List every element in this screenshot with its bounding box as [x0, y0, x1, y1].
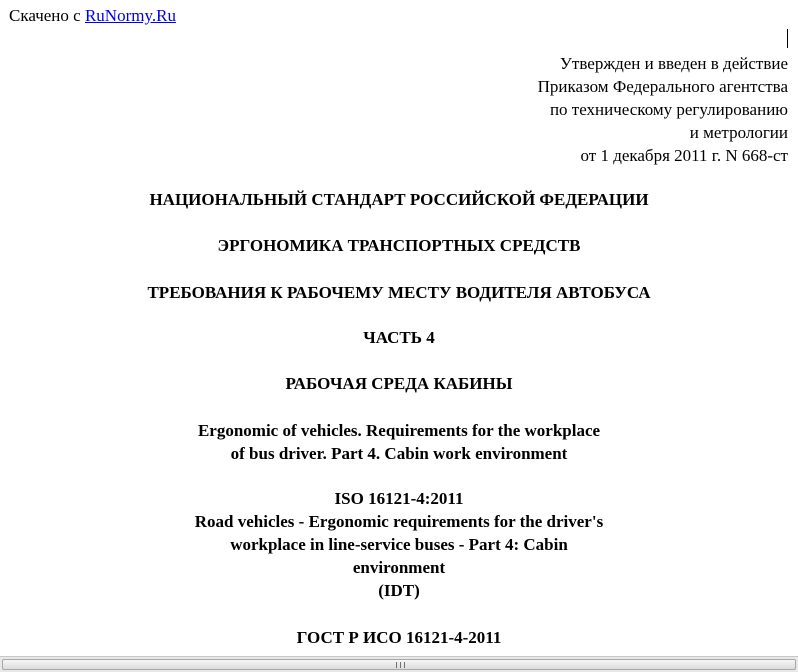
- part-title-heading: РАБОЧАЯ СРЕДА КАБИНЫ: [285, 374, 513, 393]
- gost-number-heading: ГОСТ Р ИСО 16121-4-2011: [296, 628, 502, 647]
- standard-type-heading: НАЦИОНАЛЬНЫЙ СТАНДАРТ РОССИЙСКОЙ ФЕДЕРАЦИИ: [149, 190, 649, 209]
- english-title-block: [0, 419, 798, 465]
- approval-line: по техническому регулированию: [549, 100, 788, 119]
- english-title-line: of bus driver. Part 4. Cabin work environment: [230, 444, 568, 463]
- iso-reference-line: ISO 16121-4:2011: [334, 489, 464, 508]
- title-sub-heading: ТРЕБОВАНИЯ К РАБОЧЕМУ МЕСТУ ВОДИТЕЛЯ АВТОБУСА: [147, 283, 651, 302]
- approval-line: от 1 декабря 2011 г. N 668-ст: [580, 146, 788, 165]
- approval-line: Приказом Федерального агентства: [537, 77, 788, 96]
- title-main-heading: ЭРГОНОМИКА ТРАНСПОРТНЫХ СРЕДСТВ: [217, 236, 581, 255]
- approval-line: и метрологии: [689, 123, 788, 142]
- approval-line: Утвержден и введен в действие: [559, 54, 788, 73]
- source-prefix: Скачено с: [9, 6, 81, 25]
- approval-block: [368, 52, 788, 167]
- iso-reference-block: [0, 487, 798, 602]
- iso-reference-line: (IDT): [378, 581, 420, 600]
- scrollbar-thumb[interactable]: [2, 659, 796, 670]
- horizontal-scrollbar[interactable]: [0, 656, 798, 672]
- iso-reference-line: environment: [352, 558, 446, 577]
- scrollbar-grip-icon: [396, 662, 405, 668]
- iso-reference-line: Road vehicles - Ergonomic requirements for the driver's: [194, 512, 604, 531]
- runormy-link[interactable]: RuNormy.Ru: [84, 6, 176, 25]
- part-heading: ЧАСТЬ 4: [363, 328, 435, 347]
- iso-reference-line: workplace in line-service buses - Part 4: Cabin: [230, 535, 568, 554]
- english-title-line: Ergonomic of vehicles. Requirements for the workplace: [197, 421, 601, 440]
- text-cursor: [787, 29, 788, 48]
- source-line: [9, 6, 176, 26]
